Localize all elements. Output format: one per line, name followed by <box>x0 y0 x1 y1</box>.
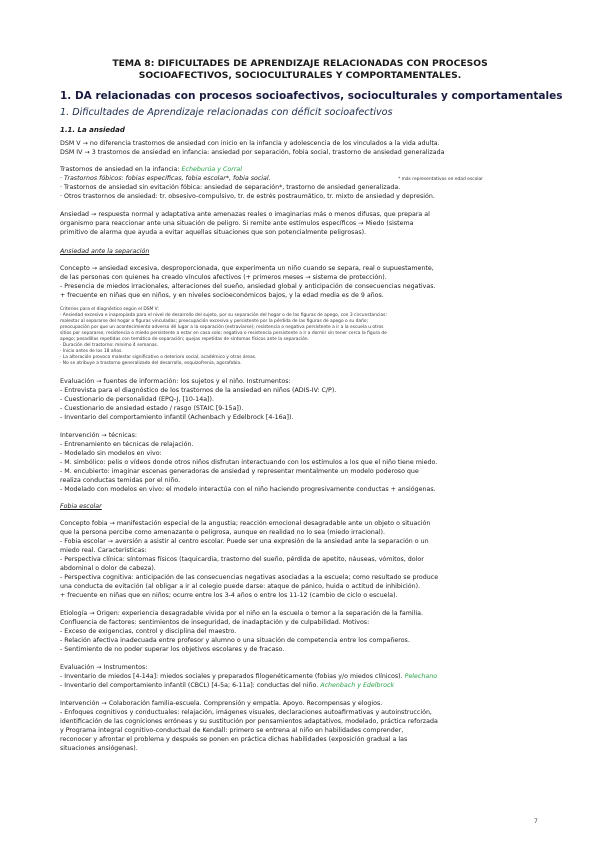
concepto-separacion: Concepto → ansiedad excesiva, desproporcionada, que experimenta un niño cuando se separa, real o supuestamente, <box>60 265 434 272</box>
infancia-lead-text: Trastornos de ansiedad en la infancia: <box>60 166 180 173</box>
intervencion-separacion: - M. encubierto: imaginar escenas generadoras de ansiedad y representar mentalmente un modelo poderoso que <box>60 468 419 475</box>
etiologia-line: Confluencia de factores: sentimientos de inseguridad, de inadaptación y de culpabilidad. Motivos: <box>60 619 370 626</box>
infancia-item: · Otros trastornos de ansiedad: tr. obsesivo-compulsivo, tr. de estrés postraumático, tr. mixto de ansiedad y depresión. <box>60 193 435 200</box>
concepto-fobia: + frecuente en niñas que en niños; ocurre entre los 3-4 años o entre los 11-12 (cambio de ciclo o escuela). <box>60 592 398 599</box>
criterios-line: Criterios para el diagnóstico según el DSM V: <box>60 307 159 312</box>
criterios-line: · Inicio antes de los 18 años. <box>60 349 123 354</box>
fobia-heading: Fobia escolar <box>60 503 102 510</box>
intervencion-fobia: - Enfoques cognitivos y conductuales: relajación, imágenes visuales, declaraciones autoafirmativas y autoinstrucción, <box>60 709 432 716</box>
ansiedad-definition: Ansiedad → respuesta normal y adaptativa ante amenazas reales o imaginarias más o menos difusas, que prepara al <box>60 211 430 218</box>
citation: Pelechano <box>404 673 438 680</box>
criterios-line: sitios por separarse; resistencia o miedo persistente a estar en casa solo; negativa o resistencia persistente a ir a dormir sin tener cerca la figura de <box>60 331 387 336</box>
section-heading: 1. DA relacionadas con procesos socioafectivos, socioculturales y comportamentales <box>60 90 563 102</box>
intervencion-fobia: y Programa integral cognitivo-conductual de Kendall: primero se entrena al niño en habilidades comprender, <box>60 727 404 734</box>
concepto-fobia: - Perspectiva cognitiva: anticipación de las consecuencias negativas asociadas a la escuela; como resultado se produce <box>60 574 439 581</box>
concepto-fobia: Concepto fobia → manifestación especial de la angustia; reacción emocional desagradable ante un objeto o situación <box>60 520 431 527</box>
criterios-line: preocupación por que un acontecimiento adverso dé lugar a la separación (extraviarse); resistencia o negativa persistente a ir a la escuela u otros <box>60 325 384 330</box>
criterios-line: · La alteración provoca malestar significativo o deterioro social, académico y otras áreas. <box>60 355 257 360</box>
concepto-separacion: de las personas con quienes ha creado vínculos afectivos (+ primeros meses → sistema de protección). <box>60 274 387 281</box>
criterios-line: malestar al separarse del hogar o figuras vinculadas; preocupación excesiva y persistente por la pérdida de las figuras de apego o su daño; <box>60 319 369 324</box>
concepto-fobia: - Fobia escolar → aversión a asistir al centro escolar. Puede ser una expresión de la ansiedad ante la separación o un <box>60 538 429 545</box>
criterios-line: apego; pesadillas repetidas con temática de separación; quejas repetidas de síntomas físicos ante la separación. <box>60 337 309 342</box>
concepto-fobia: miedo real. Características: <box>60 547 147 554</box>
ansiedad-heading: 1.1. La ansiedad <box>60 126 125 134</box>
infancia-lead <box>60 166 242 174</box>
evaluacion-fobia-item <box>60 673 437 681</box>
separacion-heading: Ansiedad ante la separación <box>60 248 150 255</box>
evaluacion-fobia-lead: Evaluación → Instrumentos: <box>60 664 148 671</box>
etiologia-line: - Relación afectiva inadecuada entre profesor y alumno o una situación de competencia entre los compañeros. <box>60 637 410 644</box>
evaluacion-separacion: - Cuestionario de personalidad (EPQ-J, [10-14a]). <box>60 396 214 403</box>
dsm-line: DSM IV → 3 trastornos de ansiedad en infancia: ansiedad por separación, fobia social, trastorno de ansiedad generalizada <box>60 149 445 156</box>
evaluacion-separacion: - Entrevista para el diagnóstico de los trastornos de la ansiedad en niños (ADIS-IV: C/P). <box>60 387 337 394</box>
intervencion-separacion: - Modelado con modelos en vivo: el modelo interactúa con el niño haciendo progresivamente conductas + ansiógenas. <box>60 486 436 493</box>
etiologia-line: - Exceso de exigencias, control y disciplina del maestro. <box>60 628 237 635</box>
evaluacion-fobia-text: - Inventario del comportamiento infantil (CBCL) [4-5a; 6-11a]: conductas del niño. <box>60 682 319 689</box>
infancia-item: · Trastornos de ansiedad sin evitación fóbica: ansiedad de separación*, trastorno de ansiedad generalizada. <box>60 184 401 191</box>
etiologia-line: - Sentimiento de no poder superar los objetivos escolares y de fracaso. <box>60 646 285 653</box>
concepto-fobia: una conducta de evitación (al obligar a ir al colegio puede darse: ataque de pánico, huida o actitud de inhibición). <box>60 583 421 590</box>
dsm-line: DSM V → no diferencia trastornos de ansiedad con inicio en la infancia y adolescencia de los vinculados a la vida adulta. <box>60 140 440 147</box>
concepto-fobia: que la persona percibe como amenazante o peligrosa, aunque en realidad no lo sea (miedo irracional). <box>60 529 385 536</box>
intervencion-fobia: situaciones ansiógenas). <box>60 745 138 752</box>
ansiedad-definition: primitivo de alarma que ayuda a evitar aquellas situaciones que son potencialmente peligrosas). <box>60 229 367 236</box>
concepto-fobia: abdominal o dolor de cabeza). <box>60 565 156 572</box>
ansiedad-definition: organismo para reaccionar ante una situación de peligro. Si remite ante estímulos específicos → Miedo (sistema <box>60 220 414 227</box>
infancia-citation: Echeburúa y Corral <box>181 166 243 173</box>
concepto-separacion: - Presencia de miedos irracionales, alteraciones del sueño, ansiedad global y anticipación de consecuencias negativas. <box>60 283 436 290</box>
intervencion-separacion: - Modelado sin modelos en vivo: <box>60 450 162 457</box>
citation: Achenbach y Edelbrock <box>320 682 395 689</box>
etiologia-line: Etiología → Origen: experiencia desagradable vivida por el niño en la escuela o temor a la separación de la familia. <box>60 610 423 617</box>
evaluacion-fobia-text: - Inventario de miedos [4-14a]: miedos sociales y preparados filogenéticamente (fobias y/o miedos clínicos). <box>60 673 403 680</box>
intervencion-separacion: Intervención → técnicas: <box>60 432 137 439</box>
intervencion-fobia: reconocer y afrontar el problema y después se ponen en práctica dichas habilidades (exposición gradual a las <box>60 736 408 743</box>
criterios-line: · Ansiedad excesiva e inapropiada para el nivel de desarrollo del sujeto, por su separación del hogar o de las figuras de apego, con 3 circunstancias: <box>60 313 387 318</box>
criterios-line: · No se atribuye a trastorno generalizado del desarrollo, esquizofrenia, agorafobia. <box>60 361 242 366</box>
infancia-item: · Trastornos fóbicos: fobias específicas, fobia escolar*, fobia social. <box>60 175 271 182</box>
evaluacion-separacion: - Cuestionario de ansiedad estado / rasgo (STAIC [9-15a]). <box>60 405 244 412</box>
evaluacion-separacion: Evaluación → fuentes de información: los sujetos y el niño. Instrumentos: <box>60 378 291 385</box>
intervencion-fobia: Intervención → Colaboración familia-escuela. Comprensión y empatía. Apoyo. Recompensas y elogios. <box>60 700 383 707</box>
doc-title-line-2: SOCIOAFECTIVOS, SOCIOCULTURALES Y COMPORTAMENTALES. <box>138 70 462 81</box>
intervencion-separacion: - Entrenamiento en técnicas de relajación. <box>60 441 194 448</box>
intervencion-fobia: identificación de las cogniciones erróneas y su sustitución por pensamientos adaptativos, modelado, práctica reforzada <box>60 718 438 725</box>
evaluacion-fobia-item <box>60 682 394 690</box>
concepto-fobia: - Perspectiva clínica: síntomas físicos (taquicardia, trastorno del sueño, pérdida de apetito, náuseas, vómitos, dolor <box>60 556 424 563</box>
page-number: 7 <box>534 818 538 825</box>
concepto-separacion: + frecuente en niñas que en niños, y en niveles socioeconómicos bajos, y la edad media es de 9 años. <box>60 292 384 299</box>
subsection-heading: 1. Dificultades de Aprendizaje relacionadas con déficit socioafectivos <box>60 107 393 118</box>
doc-title-line-1: TEMA 8: DIFICULTADES DE APRENDIZAJE RELACIONADAS CON PROCESOS <box>112 58 488 69</box>
infancia-note: * más representativos en edad escolar <box>398 177 483 182</box>
evaluacion-separacion: - Inventario del comportamiento infantil (Achenbach y Edelbrock [4-16a]). <box>60 414 294 421</box>
intervencion-separacion: realiza conductas temidas por el niño. <box>60 477 181 484</box>
criterios-line: · Duración del trastorno: mínimo 4 semanas. <box>60 343 159 348</box>
intervencion-separacion: - M. simbólico: pelis o vídeos donde otros niños disfrutan interactuando con los estímulos a los que el niño tiene miedo. <box>60 459 438 466</box>
